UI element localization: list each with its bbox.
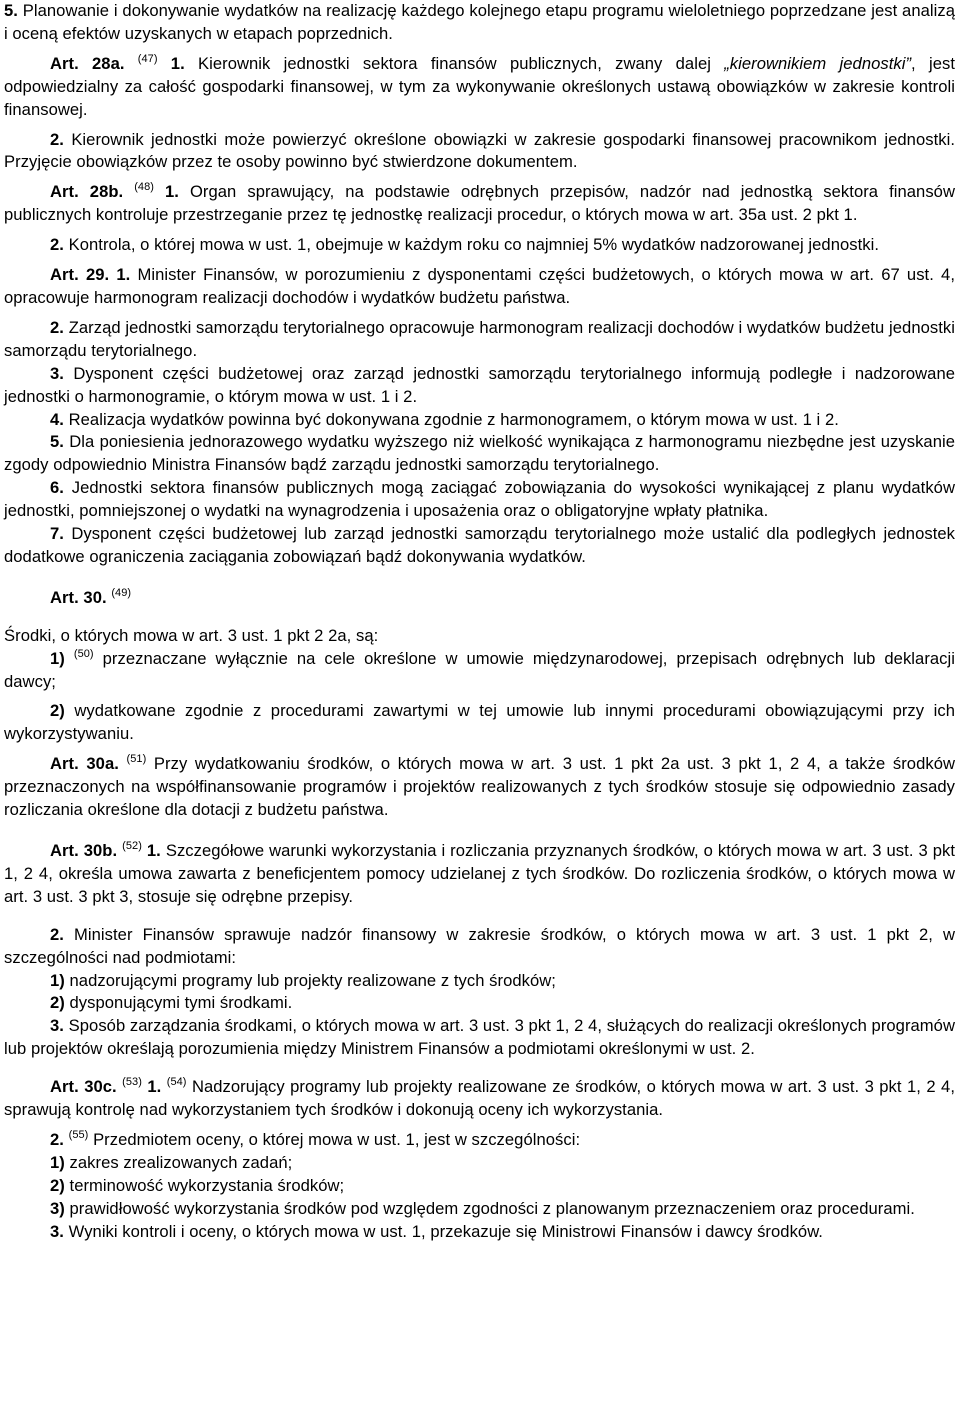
article-heading: Art. 28a. [50, 53, 125, 73]
paragraph-text: Sposób zarządzania środkami, o których mowa w art. 3 ust. 3 pkt 1, 2 4, służących do realizacji określonych programów lub projektów określają porozumienia między Ministrem Finansów a podmiotami określonymi w ust. 2. [4, 1016, 955, 1059]
paragraph-number: 1. [170, 53, 185, 73]
paragraph [4, 625, 955, 648]
paragraph-number: 1. [146, 841, 161, 860]
list-item [4, 700, 955, 746]
paragraph-number: 4. [50, 409, 64, 429]
paragraph-number: 1. [165, 182, 179, 202]
paragraph-number: 3. [50, 363, 64, 383]
article-heading: Art. 30b. [50, 841, 118, 860]
list-item [4, 648, 955, 694]
paragraph-text: , jest odpowiedzialny za całość gospodarki finansowej, w tym za wykonywanie określonych ustawą obowiązków w zakresie kontroli finansowej. [4, 53, 955, 119]
paragraph-text: Szczegółowe warunki wykorzystania i rozliczania przyznanych środków, o których mowa w art. 3 ust. 3 pkt 1, 2 4, określa umowa zawarta z beneficjentem pomocy udzielanej z tych środków. Do rozliczenia środków, o których mowa w art. 3 ust. 3 pkt 3, stosuje się odrębne przepisy. [4, 841, 955, 906]
article-heading: Art. 30. [50, 587, 107, 607]
article-28b [4, 181, 955, 227]
list-number: 2) [50, 1175, 65, 1195]
list-text: przeznaczane wyłącznie na cele określone w umowie międzynarodowej, przepisach odrębnych lub deklaracji dawcy; [4, 648, 955, 691]
paragraph-text: Środki, o których mowa w art. 3 ust. 1 pkt 2 2a, są: [4, 625, 379, 645]
list-text: dysponującymi tymi środkami. [69, 993, 293, 1013]
footnote-marker: (55) [68, 1128, 89, 1141]
paragraph [4, 477, 955, 523]
list-text: nadzorującymi programy lub projekty realizowane z tych środków; [69, 970, 556, 990]
paragraph-text: Jednostki sektora finansów publicznych mogą zaciągać zobowiązania do wysokości wynikającej z planu wydatków jednostki, pomniejszonej o wydatki na wynagrodzenia i uposażenia oraz o obligatoryjne wpłaty płatnika. [4, 478, 955, 521]
list-number: 1) [50, 1152, 65, 1172]
footnote-marker: (53) [122, 1076, 142, 1089]
paragraph [4, 523, 955, 569]
paragraph-text: Realizacja wydatków powinna być dokonywana zgodnie z harmonogramem, o którym mowa w ust. 1 i 2. [68, 409, 839, 429]
paragraph-text: Minister Finansów sprawuje nadzór finansowy w zakresie środków, o których mowa w art. 3 ust. 1 pkt 2, w szczególności nad podmiotami: [4, 924, 955, 967]
footnote-marker: (51) [126, 753, 147, 766]
paragraph-text: Organ sprawujący, na podstawie odrębnych przepisów, nadzór nad jednostką sektora finansów publicznych kontroluje przestrzeganie przez tę jednostkę realizacji procedur, o których mowa w art. 35a ust. 2 pkt 1. [4, 182, 955, 225]
paragraph-number: 7. [50, 524, 64, 544]
paragraph [4, 1015, 955, 1061]
paragraph-number: 2. [50, 1129, 64, 1149]
paragraph [4, 431, 955, 477]
footnote-marker: (47) [137, 52, 158, 65]
paragraph-number: 2. [50, 129, 64, 149]
article-29 [4, 264, 955, 310]
paragraph-text: Wyniki kontroli i oceny, o których mowa w ust. 1, przekazuje się Ministrowi Finansów i dawcy środków. [68, 1221, 823, 1241]
list-number: 2) [50, 993, 65, 1013]
paragraph-text: Kierownik jednostki sektora finansów publicznych, zwany dalej [198, 53, 725, 73]
footnote-marker: (50) [73, 647, 94, 660]
paragraph-number: 5. [50, 432, 64, 452]
list-item [4, 992, 955, 1015]
list-item [4, 1175, 955, 1198]
paragraph-text: Dysponent części budżetowej oraz zarząd jednostki samorządu terytorialnego informują podległe i nadzorowane jednostki o harmonogramie, o którym mowa w ust. 1 i 2. [4, 363, 955, 406]
defined-term: „kierownikiem jednostki” [724, 53, 912, 73]
list-text: zakres zrealizowanych zadań; [69, 1152, 293, 1172]
paragraph-text: Przy wydatkowaniu środków, o których mowa w art. 3 ust. 1 pkt 2a ust. 3 pkt 1, 2 4, a także środków przeznaczonych na współfinansowanie programów i projektów realizowanych z tych środków stosuje się odpowiednio zasady rozliczania określone dla dotacji z budżetu państwa. [4, 754, 956, 820]
paragraph-number: 2. [50, 317, 64, 337]
footnote-marker: (49) [111, 586, 132, 599]
article-30 [4, 587, 955, 610]
paragraph [4, 234, 955, 257]
footnote-marker: (52) [122, 840, 142, 852]
paragraph-text: Przedmiotem oceny, o której mowa w ust. 1, jest w szczególności: [93, 1129, 581, 1149]
paragraph-number: 6. [50, 478, 64, 498]
paragraph [4, 1221, 955, 1244]
paragraph [4, 409, 955, 432]
paragraph-number: 2. [50, 924, 64, 944]
paragraph [4, 363, 955, 409]
paragraph-text: Minister Finansów, w porozumieniu z dysponentami części budżetowych, o których mowa w art. 67 ust. 4, opracowuje harmonogram realizacji dochodów i wydatków budżetu państwa. [4, 265, 955, 307]
article-heading: Art. 30c. [50, 1077, 117, 1097]
list-text: terminowość wykorzystania środków; [69, 1175, 345, 1195]
article-28a [4, 53, 955, 122]
paragraph-text: Dla poniesienia jednorazowego wydatku wyższego niż wielkość wynikająca z harmonogramu niezbędne jest uzyskanie zgody odpowiednio Ministra Finansów bądź zarządu jednostki samorządu terytorialnego. [4, 432, 955, 475]
article-heading: Art. 30a. [50, 754, 119, 774]
paragraph-number: 3. [50, 1016, 64, 1036]
list-item [4, 1198, 955, 1221]
paragraph [4, 1129, 955, 1152]
paragraph-number: 1. [147, 1077, 162, 1097]
paragraph-number: 5. [4, 1, 18, 20]
paragraph [4, 317, 955, 363]
paragraph-text: Kontrola, o której mowa w ust. 1, obejmuje w każdym roku co najmniej 5% wydatków nadzorowanej jednostki. [68, 235, 880, 255]
list-item [4, 970, 955, 993]
paragraph-text: Planowanie i dokonywanie wydatków na realizację każdego kolejnego etapu programu wieloletniego poprzedzane jest analizą i oceną efektów uzyskanych w etapach poprzednich. [4, 1, 955, 43]
footnote-marker: (54) [166, 1076, 187, 1089]
paragraph-text: Dysponent części budżetowej lub zarząd jednostki samorządu terytorialnego może ustalić dla podległych jednostek dodatkowe ograniczenia zaciągania zobowiązań bądź dokonywania wydatków. [4, 524, 956, 566]
list-text: prawidłowość wykorzystania środków pod względem zgodności z planowanym przeznaczeniem oraz procedurami. [69, 1198, 915, 1218]
article-30c [4, 1076, 955, 1122]
list-number: 1) [50, 648, 65, 668]
article-heading: Art. 29. [50, 265, 110, 285]
list-item [4, 1152, 955, 1175]
article-30b [4, 840, 955, 909]
paragraph-number: 3. [50, 1221, 64, 1241]
paragraph [4, 924, 955, 970]
paragraph-text: Nadzorujący programy lub projekty realizowane ze środków, o których mowa w art. 3 ust. 3 pkt 1, 2 4, sprawują kontrolę nad wykorzystaniem tych środków i dokonują oceny ich wykorzystania. [4, 1077, 955, 1120]
paragraph [4, 129, 955, 175]
article-heading: Art. 28b. [50, 182, 124, 202]
paragraph-number: 1. [116, 265, 131, 285]
list-number: 2) [50, 701, 65, 721]
paragraph-text: Zarząd jednostki samorządu terytorialnego opracowuje harmonogram realizacji dochodów i wydatków budżetu jednostki samorządu terytorialnego. [4, 317, 955, 360]
paragraph-number: 2. [50, 235, 64, 255]
list-number: 1) [50, 970, 65, 990]
paragraph-text: Kierownik jednostki może powierzyć określone obowiązki w zakresie gospodarki finansowej pracownikom jednostki. Przyjęcie obowiązków przez te osoby powinno być stwierdzone dokumentem. [4, 129, 955, 172]
paragraph [4, 0, 955, 46]
list-number: 3) [50, 1198, 65, 1218]
list-text: wydatkowane zgodnie z procedurami zawartymi w tej umowie lub innymi procedurami obowiązującymi przy ich wykorzystywaniu. [4, 701, 955, 744]
article-30a [4, 753, 955, 822]
footnote-marker: (48) [134, 181, 154, 194]
